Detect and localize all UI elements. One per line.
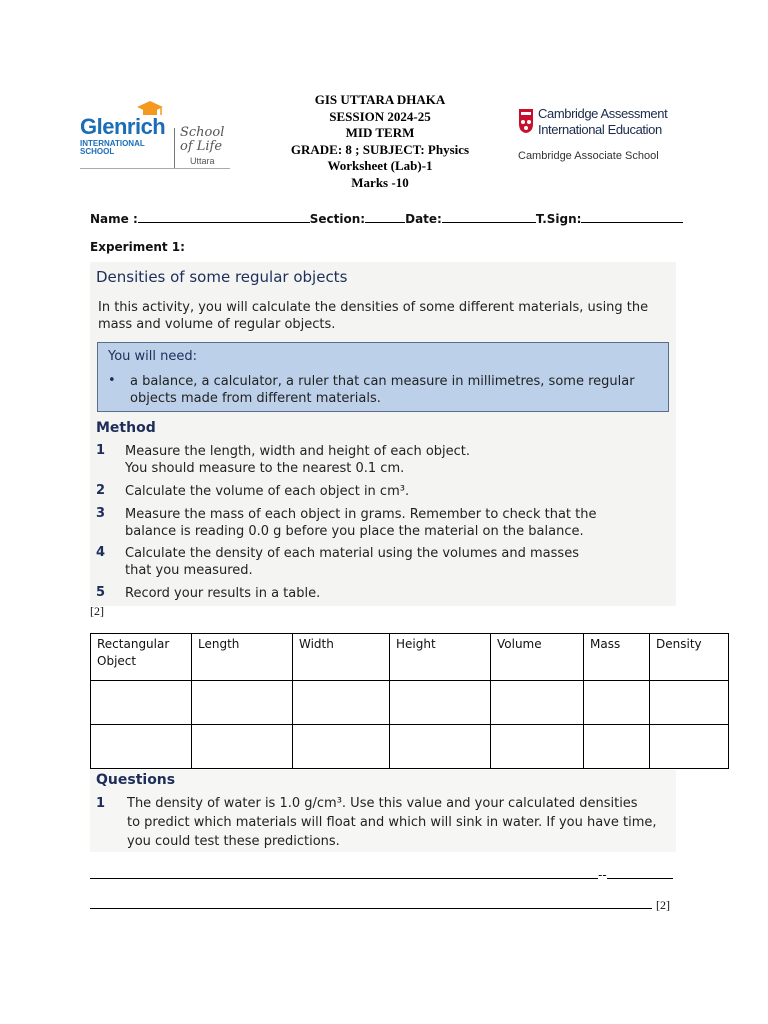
table-cell[interactable] [91, 725, 192, 769]
worksheet-title: Worksheet (Lab)-1 [327, 158, 433, 174]
cambridge-logo [518, 104, 668, 168]
signature-field[interactable] [581, 210, 683, 223]
marks-tag: [2] [656, 898, 670, 912]
step-number: 1 [96, 443, 106, 458]
step-text: Measure the length, width and height of each object. You should measure to the nearest 0.1 cm. [125, 444, 471, 476]
cambridge-shield-icon [518, 108, 534, 134]
table-cell[interactable] [293, 725, 390, 769]
table-row [91, 681, 729, 725]
table-cell[interactable] [293, 681, 390, 725]
question-text: The density of water is 1.0 g/cm³. Use this value and your calculated densities to predict which materials will float and which will sink in water. If you have time, you could test these predictions. [127, 796, 657, 849]
total-marks: Marks -10 [351, 174, 409, 190]
column-header: Volume [491, 634, 584, 681]
logo-campus: Uttara [190, 156, 215, 166]
brand-name: Glenrich [80, 114, 166, 139]
column-header: Rectangular Object [91, 634, 192, 681]
step-number: 3 [96, 506, 106, 521]
table-cell[interactable] [192, 725, 293, 769]
table-row [91, 725, 729, 769]
step-number: 5 [96, 585, 106, 600]
logo-divider [174, 128, 175, 168]
date-label: Date: [405, 212, 442, 226]
grade-subject: GRADE: 8 ; SUBJECT: Physics [290, 141, 470, 157]
step-text: Calculate the volume of each object in cm³. [125, 484, 410, 499]
results-table [90, 633, 729, 769]
table-cell[interactable] [650, 681, 729, 725]
column-header: Density [650, 634, 729, 681]
bullet-icon: • [108, 373, 116, 388]
column-header: Width [293, 634, 390, 681]
step-number: 4 [96, 545, 106, 560]
name-field[interactable] [138, 210, 310, 223]
table-cell[interactable] [390, 725, 491, 769]
table-cell[interactable] [192, 681, 293, 725]
activity-excerpt [90, 262, 676, 606]
associate-school: Cambridge Associate School [518, 150, 659, 162]
method-title: Method [96, 420, 156, 436]
table-cell[interactable] [491, 681, 584, 725]
brand-subtitle: INTERNATIONAL SCHOOL [80, 139, 145, 156]
table-cell[interactable] [584, 681, 650, 725]
requirements-title: You will need: [108, 349, 198, 364]
column-header: Mass [584, 634, 650, 681]
table-underline [678, 768, 722, 769]
questions-excerpt [90, 770, 676, 852]
activity-intro: In this activity, you will calculate the densities of some different materials, using the mass and volume of regular objects. [98, 300, 649, 332]
table-cell[interactable] [584, 725, 650, 769]
requirements-text: a balance, a calculator, a ruler that can measure in millimetres, some regular objects made from different materials. [130, 374, 635, 406]
table-cell[interactable] [390, 681, 491, 725]
table-header-row [91, 634, 729, 681]
table-cell[interactable] [650, 725, 729, 769]
glenrich-logo [78, 100, 238, 172]
column-header: Height [390, 634, 491, 681]
answer-line[interactable] [90, 896, 670, 913]
student-info-line [90, 210, 683, 226]
worksheet-header [250, 92, 510, 192]
logo-tagline: School of Life [180, 125, 225, 154]
logo-underline [80, 168, 230, 169]
step-text: Measure the mass of each object in grams. Remember to check that the balance is reading 0.0 g before you place the material on the balance. [125, 507, 597, 539]
marks-tag: [2] [90, 604, 104, 618]
date-field[interactable] [442, 210, 536, 223]
step-text: Calculate the density of each material using the volumes and masses that you measured. [125, 546, 579, 578]
experiment-heading: Experiment 1: [90, 240, 185, 254]
step-text: Record your results in a table. [125, 586, 321, 601]
table-cell[interactable] [491, 725, 584, 769]
question-number: 1 [96, 796, 106, 811]
name-label: Name : [90, 212, 138, 226]
session: SESSION 2024-25 [329, 108, 431, 124]
section-field[interactable] [365, 210, 405, 223]
activity-title: Densities of some regular objects [96, 268, 348, 286]
signature-label: T.Sign: [535, 212, 582, 226]
table-cell[interactable] [91, 681, 192, 725]
school-name: GIS UTTARA DHAKA [314, 92, 446, 107]
requirements-box [97, 342, 669, 412]
dash-mark: -- [598, 868, 607, 882]
term: MID TERM [345, 125, 415, 141]
questions-title: Questions [96, 772, 176, 788]
step-number: 2 [96, 483, 106, 498]
cambridge-name: Cambridge Assessment International Education [538, 106, 668, 137]
column-header: Length [192, 634, 293, 681]
answer-line[interactable] [90, 866, 673, 882]
section-label: Section: [309, 212, 366, 226]
